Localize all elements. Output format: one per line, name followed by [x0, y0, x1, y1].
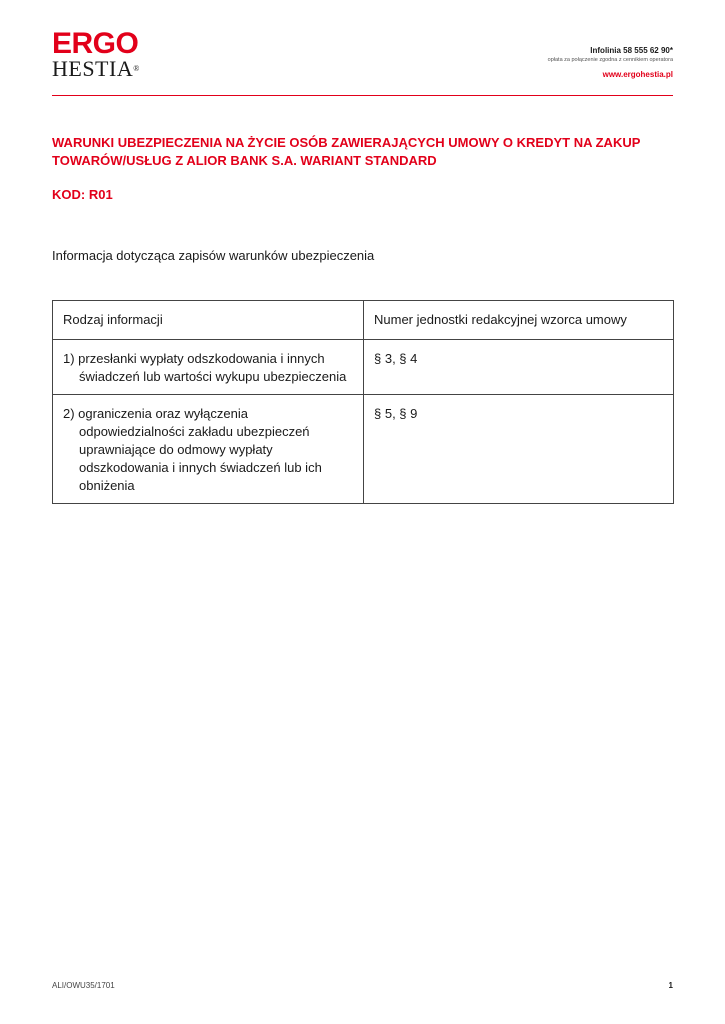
ergo-hestia-logo [52, 27, 144, 81]
header-divider [52, 95, 673, 96]
intro-text: Informacja dotycząca zapisów warunków ubezpieczenia [52, 248, 375, 263]
logo-hestia-text [52, 58, 144, 80]
row-info-text: 1) przesłanki wypłaty odszkodowania i innych świadczeń lub wartości wykupu ubezpieczenia [63, 351, 347, 384]
row-info-text: 2) ograniczenia oraz wyłączenia odpowiedzialności zakładu ubezpieczeń uprawniające do odmowy wypłaty odszkodowania i innych świadczeń lub ich obniżenia [63, 406, 322, 493]
information-table [52, 300, 674, 504]
logo-hestia-word: HESTIA [52, 56, 134, 81]
footer-document-code: ALI/OWU35/1701 [52, 981, 115, 990]
table-cell-info [53, 395, 364, 504]
table-row [53, 395, 674, 504]
page-number: 1 [668, 981, 673, 990]
table-row [53, 340, 674, 395]
document-title: WARUNKI UBEZPIECZENIA NA ŻYCIE OSÓB ZAWIERAJĄCYCH UMOWY O KREDYT NA ZAKUP TOWARÓW/USŁUG Z ALIOR BANK S.A. WARIANT STANDARD [52, 135, 641, 168]
contact-block [548, 46, 673, 79]
table-cell-ref: § 3, § 4 [364, 340, 674, 395]
website-link[interactable]: www.ergohestia.pl [602, 70, 673, 79]
table-cell-info [53, 340, 364, 395]
call-cost-note: opłata za połączenie zgodna z cennikiem operatora [547, 57, 673, 63]
document-code: KOD: R01 [52, 187, 113, 202]
table-header-row [53, 301, 674, 340]
header-unit-number: Numer jednostki redakcyjnej wzorca umowy [364, 301, 674, 340]
registered-mark: ® [133, 64, 140, 73]
logo-ergo-text: ERGO [52, 27, 139, 60]
table-cell-ref: § 5, § 9 [364, 395, 674, 504]
infolinia-number: Infolinia 58 555 62 90* [590, 46, 673, 55]
header-info-type: Rodzaj informacji [53, 301, 364, 340]
